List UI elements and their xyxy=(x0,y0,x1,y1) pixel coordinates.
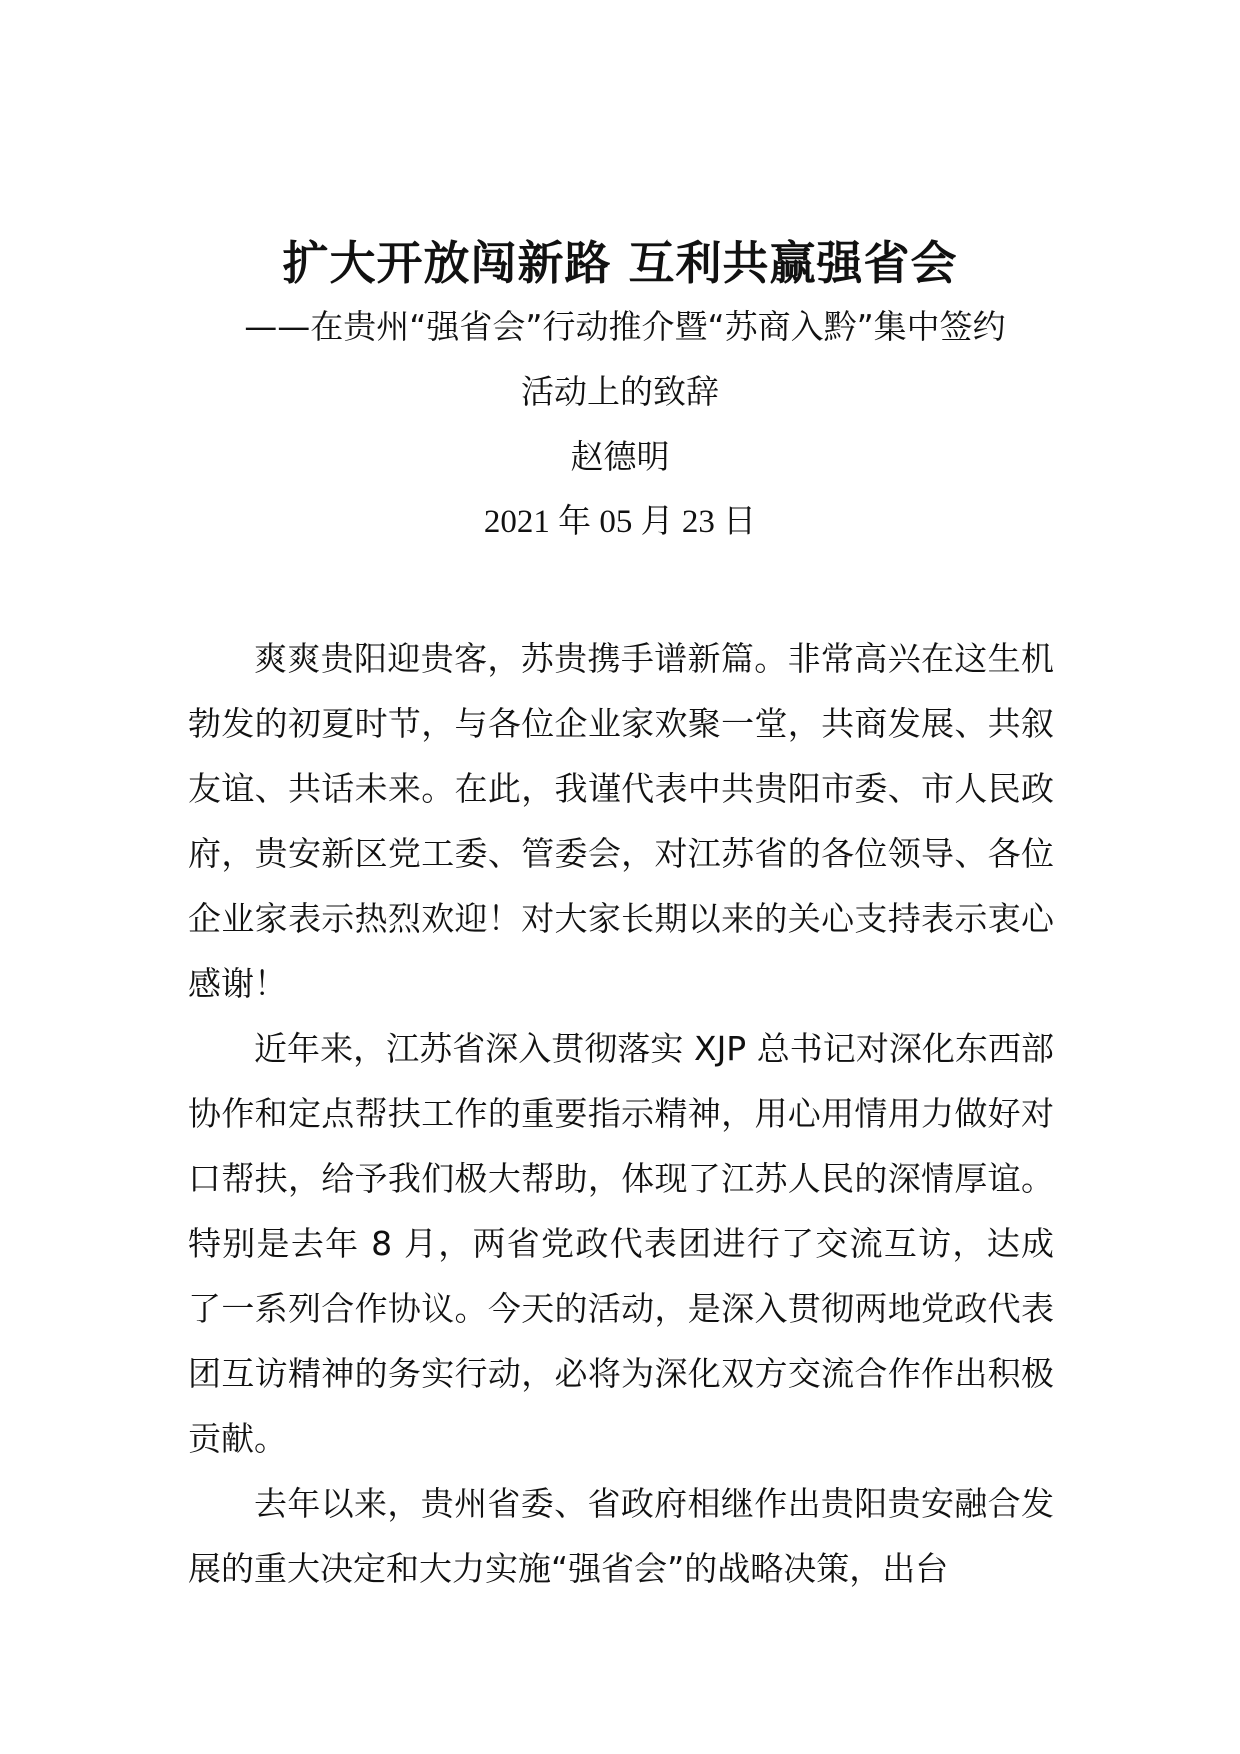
document-body xyxy=(188,626,1054,1601)
document-subtitle-line2: 活动上的致辞 xyxy=(521,372,719,411)
document-title: 扩大开放闯新路 互利共赢强省会 xyxy=(282,236,958,290)
body-paragraph: 去年以来，贵州省委、省政府相继作出贵阳贵安融合发展的重大决定和大力实施“强省会”的战略决策，出台 xyxy=(188,1484,1054,1588)
document-date: 2021 年 05 月 23 日 xyxy=(483,504,757,540)
document-author: 赵德明 xyxy=(570,437,670,476)
body-paragraph: 爽爽贵阳迎贵客，苏贵携手谱新篇。非常高兴在这生机勃发的初夏时节，与各位企业家欢聚一堂，共商发展、共叙友谊、共话未来。在此，我谨代表中共贵阳市委、市人民政府，贵安新区党工委、管委会，对江苏省的各位领导、各位企业家表示热烈欢迎！对大家长期以来的关心支持表示衷心感谢！ xyxy=(188,639,1054,1003)
document-subtitle-line1: ——在贵州“强省会”行动推介暨“苏商入黔”集中签约 xyxy=(244,307,1006,346)
body-paragraph: 近年来，江苏省深入贯彻落实 XJP 总书记对深化东西部协作和定点帮扶工作的重要指示精神，用心用情用力做好对口帮扶，给予我们极大帮助，体现了江苏人民的深情厚谊。特别是去年 8 月，两省党政代表团进行了交流互访，达成了一系列合作协议。今天的活动，是深入贯彻两地党政代表团互访精神的务实行动，必将为深化双方交流合作作出积极贡献。 xyxy=(188,1029,1054,1458)
